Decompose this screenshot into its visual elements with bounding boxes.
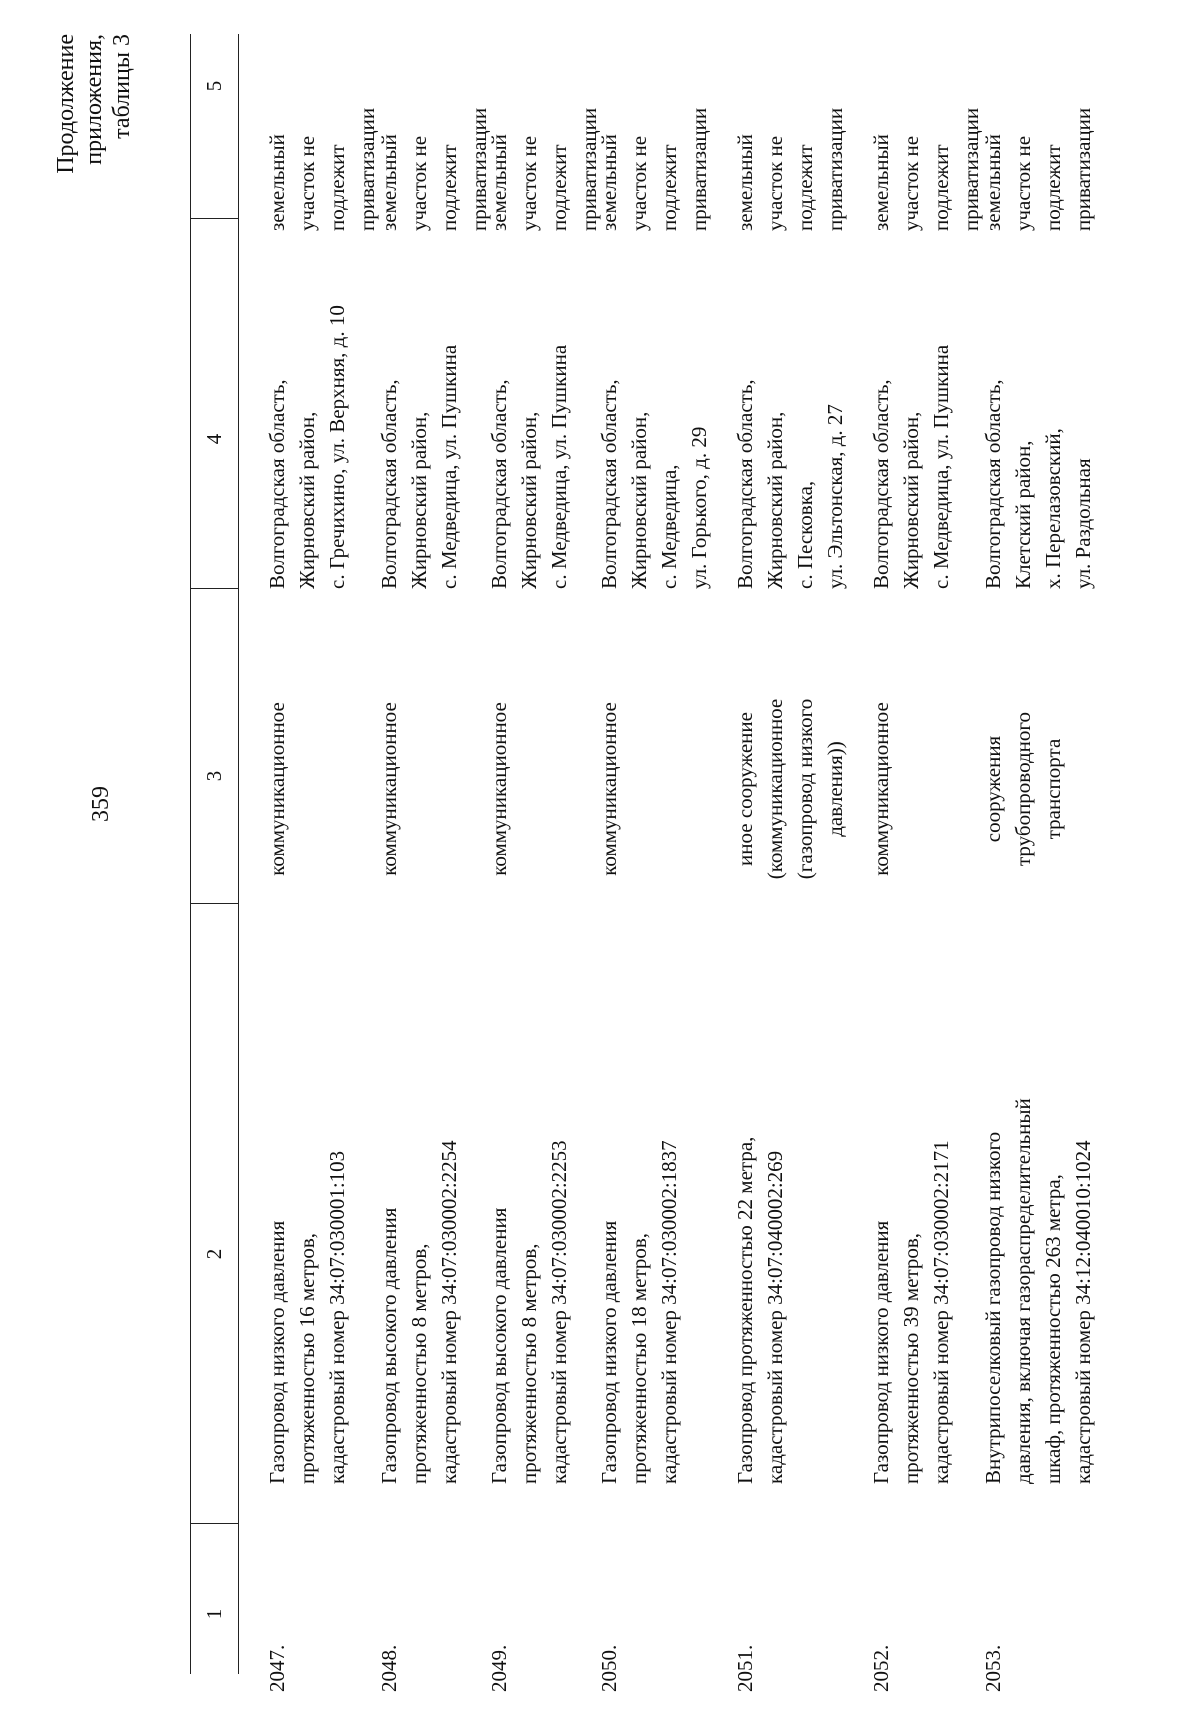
- row-number: 2047.: [265, 1644, 289, 1692]
- land-note: земельный участок не подлежит приватизации: [597, 107, 711, 231]
- table-top-rule: [190, 34, 191, 1674]
- object-description: Внутрипоселковый газопровод низкого давления, включая газораспределительный шкаф, протяженностью 263 метра, кадастровый номер 34:12:040010:1024: [981, 1098, 1095, 1484]
- object-type: коммуникационное: [597, 702, 621, 876]
- object-type: коммуникационное: [487, 702, 511, 876]
- col-separator-2: [190, 903, 238, 904]
- row-number: 2048.: [377, 1644, 401, 1692]
- land-note: земельный участок не подлежит приватизации: [981, 107, 1095, 231]
- object-address: Волгоградская область, Жирновский район, с. Песковка, ул. Эльтонская, д. 27: [733, 379, 847, 589]
- object-description: Газопровод протяженностью 22 метра, кадастровый номер 34:07:040002:269: [733, 1136, 787, 1484]
- object-address: Волгоградская область, Жирновский район, с. Медведица, ул. Пушкина: [487, 344, 571, 589]
- table-continuation-note: [52, 34, 136, 294]
- object-type: коммуникационное: [265, 702, 289, 876]
- col-separator-1: [190, 1523, 238, 1524]
- land-note: земельный участок не подлежит приватизации: [733, 107, 847, 231]
- continuation-line-1: Продолжение приложения,: [53, 34, 107, 174]
- row-number: 2053.: [981, 1644, 1005, 1692]
- row-number: 2052.: [869, 1644, 893, 1692]
- page-number: 359: [88, 786, 114, 822]
- column-number-5: 5: [202, 80, 226, 92]
- object-description: Газопровод низкого давления протяженностью 16 метров, кадастровый номер 34:07:030001:103: [265, 1150, 349, 1484]
- header-bottom-rule: [238, 34, 239, 1674]
- object-type: сооружения трубопроводного транспорта: [981, 712, 1065, 866]
- column-number-4: 4: [202, 433, 226, 445]
- land-note: земельный участок не подлежит приватизации: [487, 107, 601, 231]
- object-type: коммуникационное: [869, 702, 893, 876]
- row-number: 2049.: [487, 1644, 511, 1692]
- object-address: Волгоградская область, Жирновский район, с. Гречихино, ул. Верхняя, д. 10: [265, 305, 349, 589]
- object-address: Волгоградская область, Жирновский район, с. Медведица, ул. Пушкина: [869, 344, 953, 589]
- col-separator-4: [190, 218, 238, 219]
- row-number: 2050.: [597, 1644, 621, 1692]
- object-address: Волгоградская область, Клетский район, х. Перелазовский, ул. Раздольная: [981, 379, 1095, 589]
- row-number: 2051.: [733, 1644, 757, 1692]
- object-type: коммуникационное: [377, 702, 401, 876]
- object-type: иное сооружение (коммуникационное (газопровод низкого давления)): [733, 698, 847, 880]
- column-number-1: 1: [202, 1608, 226, 1620]
- object-description: Газопровод низкого давления протяженностью 39 метров, кадастровый номер 34:07:030002:2171: [869, 1140, 953, 1484]
- column-number-3: 3: [202, 770, 226, 782]
- land-note: земельный участок не подлежит приватизации: [377, 107, 491, 231]
- land-note: земельный участок не подлежит приватизации: [265, 107, 379, 231]
- col-separator-3: [190, 588, 238, 589]
- column-number-2: 2: [202, 1248, 226, 1260]
- object-address: Волгоградская область, Жирновский район, с. Медведица, ул. Горького, д. 29: [597, 379, 711, 589]
- continuation-line-2: таблицы 3: [109, 34, 135, 139]
- object-description: Газопровод низкого давления протяженностью 18 метров, кадастровый номер 34:07:030002:1837: [597, 1140, 681, 1484]
- object-description: Газопровод высокого давления протяженностью 8 метров, кадастровый номер 34:07:030002:2253: [487, 1140, 571, 1484]
- land-note: земельный участок не подлежит приватизации: [869, 107, 983, 231]
- object-address: Волгоградская область, Жирновский район, с. Медведица, ул. Пушкина: [377, 344, 461, 589]
- object-description: Газопровод высокого давления протяженностью 8 метров, кадастровый номер 34:07:030002:2254: [377, 1140, 461, 1484]
